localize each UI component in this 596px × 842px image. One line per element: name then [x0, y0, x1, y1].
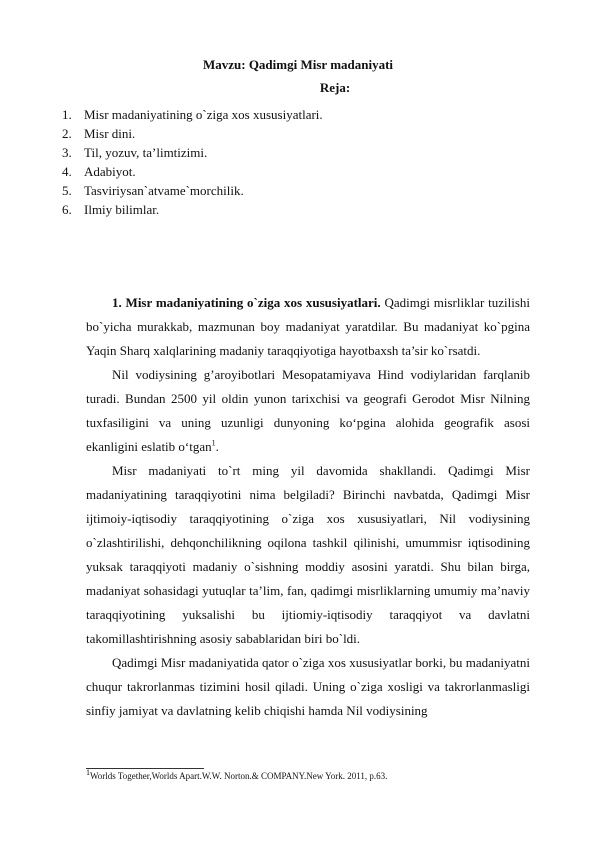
plan-item	[62, 124, 323, 143]
plan-item-number: 2.	[62, 126, 72, 141]
paragraph	[86, 291, 530, 363]
paragraph	[86, 363, 530, 459]
plan-item-number: 1.	[62, 107, 72, 122]
paragraph-end: .	[215, 439, 219, 454]
plan-item	[62, 181, 323, 200]
plan-item	[62, 143, 323, 162]
footnote-divider	[86, 768, 204, 769]
plan-list	[62, 105, 323, 219]
footnote-text: Worlds Together,Worlds Apart.W.W. Norton.& COMPANY.New York. 2011, p.63.	[90, 771, 388, 781]
plan-item-text: Misr dini.	[84, 126, 136, 141]
plan-heading: Reja:	[319, 80, 351, 95]
plan-item-number: 3.	[62, 145, 72, 160]
paragraph-text: Nil vodiysining g’aroyibotlari Mesopatamiyava Hind vodiylaridan farqlanib turadi. Bundan 2500 yil oldin yunon tarixchisi va geografi Gerodot Misr Nilning tuxfasiligini va uning uzunligi dunyoning ko‘pgina alohida geografik asosi ekanligini eslatib o‘tgan	[86, 367, 530, 454]
document-title: Mavzu: Qadimgi Misr madaniyati	[202, 57, 394, 72]
plan-item-number: 5.	[62, 183, 72, 198]
paragraph: Misr madaniyati to`rt ming yil davomida shakllandi. Qadimgi Misr madaniyatining taraqqiyotini nima belgiladi? Birinchi navbatda, Qadimgi Misr ijtimoiy-iqtisodiy taraqqiyotining o`ziga xos xususiyatlari, Nil vodiysining o`zlashtirilishi, dehqonchilikning oqilona tashkil qilinishi, umummisr iqtisodining yuksak taraqqiyoti madaniy o`sishning moddiy asosini yaratdi. Shu bilan birga, madaniyat sohasidagi yutuqlar ta’lim, fan, qadimgi misrliklarning umumiy ma’naviy taraqqiyotining yuksalishi bu ijtiomiy-iqtisodiy taraqqiyot va davlatni takomillashtirishning asosiy sabablaridan biri bo`ldi.	[86, 463, 530, 646]
plan-item	[62, 105, 323, 124]
plan-item-text: Adabiyot.	[84, 164, 136, 179]
plan-item-number: 4.	[62, 164, 72, 179]
footnote-reference[interactable]: 1	[211, 438, 216, 448]
plan-item-text: Misr madaniyatining o`ziga xos xususiyatlari.	[84, 107, 323, 122]
section-body	[86, 291, 530, 723]
plan-item-text: Tasviriysan`atvame`morchilik.	[84, 183, 244, 198]
plan-item	[62, 162, 323, 181]
plan-item-text: Til, yozuv, ta’limtizimi.	[84, 145, 208, 160]
footnote	[86, 768, 388, 782]
paragraph: Qadimgi Misr madaniyatida qator o`ziga xos xususiyatlar borki, bu madaniyatni chuqur takrorlanmas tizimini hosil qiladi. Uning o`ziga xosligi va takrorlanmasligi sinfiy jamiyat va davlatning kelib chiqishi hamda Nil vodiysining	[86, 655, 530, 718]
plan-item-number: 6.	[62, 202, 72, 217]
footnote-mark: 1	[86, 768, 90, 777]
plan-item	[62, 200, 323, 219]
paragraph-text: Qadimgi misrliklar tuzilishi bo`yicha murakkab, mazmunan boy madaniyat yaratdilar. Bu madaniyat ko`pgina Yaqin Sharq xalqlarining madaniy taraqqiyotiga hayotbaxsh ta’sir ko`rsatdi.	[86, 295, 530, 358]
plan-item-text: Ilmiy bilimlar.	[84, 202, 160, 217]
section-heading: 1. Misr madaniyatining o`ziga xos xususiyatlari.	[112, 295, 381, 310]
